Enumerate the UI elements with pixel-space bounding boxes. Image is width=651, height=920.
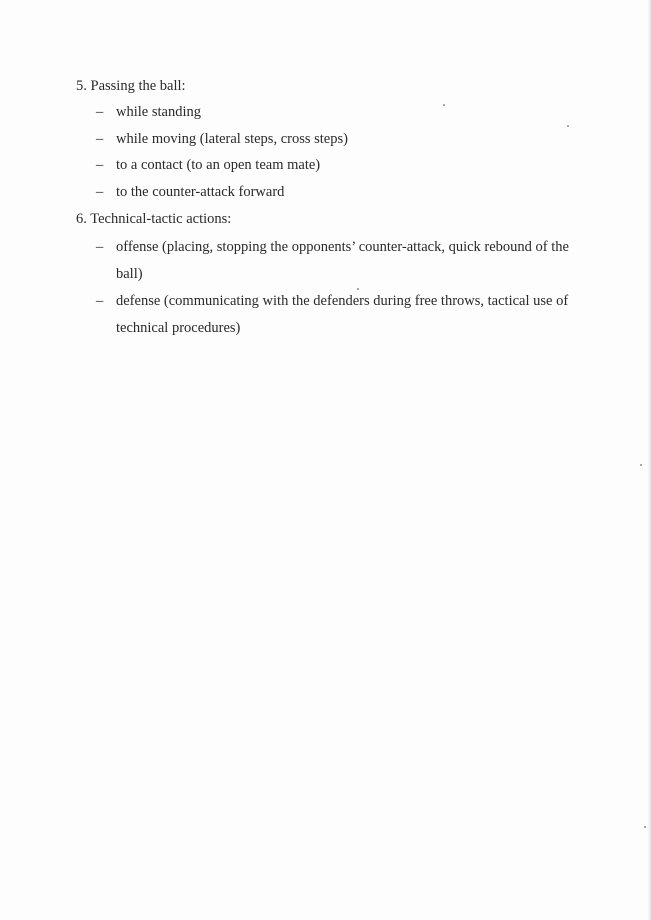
list-item-text: while moving (lateral steps, cross steps) [116,131,348,147]
scan-speck [443,104,445,106]
list-item [96,179,576,206]
bullet-dash: – [96,239,104,255]
bullet-dash: – [96,157,104,173]
scan-speck [640,464,642,466]
bullet-dash: – [96,293,104,309]
list-item [96,288,576,342]
list-item-text: offense (placing, stopping the opponents’ counter-attack, quick rebound of the ball) [116,239,569,282]
list-item [96,234,576,288]
list-item-text: to a contact (to an open team mate) [116,157,321,173]
bullet-dash: – [96,104,104,120]
list-item [96,152,576,179]
section-heading-technical-tactic: 6. Technical-tactic actions: [76,211,232,227]
scan-speck [567,125,569,127]
bullet-dash: – [96,184,104,200]
list-item-text: defense (communicating with the defenders during free throws, tactical use of technical procedures) [116,293,569,336]
list-item-text: while standing [116,104,201,120]
list-item-text: to the counter-attack forward [116,184,285,200]
scan-speck [644,826,646,828]
list-item [96,126,576,153]
scan-speck [357,288,359,290]
bullet-dash: – [96,131,104,147]
section-heading-passing: 5. Passing the ball: [76,78,186,94]
list-item [96,99,576,126]
